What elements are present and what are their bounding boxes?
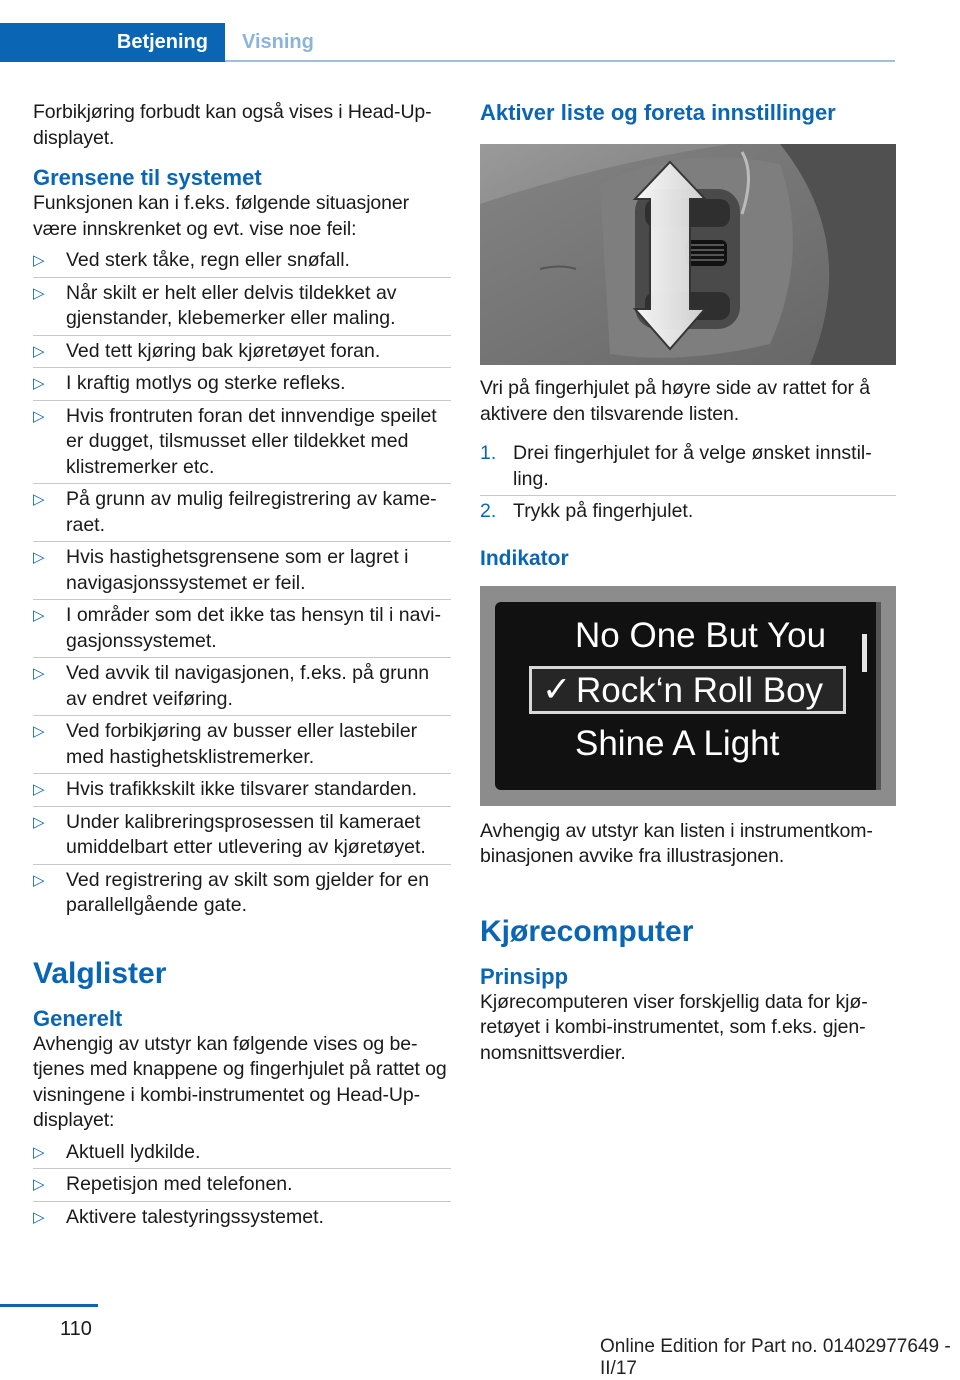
indicator-display-image xyxy=(480,586,896,806)
indicator-heading: Indikator xyxy=(480,546,569,570)
list-item: ▷ Ved sterk tåke, regn eller snøfall. xyxy=(33,245,451,277)
scrollbar-thumb xyxy=(862,634,867,672)
list-item: ▷ Ved tett kjøring bak kjøretøyet foran. xyxy=(33,335,451,368)
principle-heading: Prinsipp xyxy=(480,963,569,989)
display-row-1: No One But You xyxy=(575,615,827,655)
header-rule xyxy=(225,60,895,62)
list-item: ▷ Under kalibreringsprosessen til kameraet umiddelbart etter utlevering av kjøretøyet. xyxy=(33,806,451,864)
general-heading: Generelt xyxy=(33,1005,123,1031)
tab-visning[interactable]: Visning xyxy=(242,31,314,53)
triangle-bullet-icon: ▷ xyxy=(33,1208,45,1226)
activate-heading: Aktiver liste og foreta innstillinger xyxy=(480,100,836,125)
list-item: ▷ Ved forbikjøring av busser eller lastebiler med hastighetsklistremerker. xyxy=(33,715,451,773)
header-tabs xyxy=(0,23,314,62)
list-item: 1. Drei fingerhjulet for å velge ønsket innstil-ling. xyxy=(480,442,872,490)
section-title-valglister: Valglister xyxy=(33,956,167,990)
list-item: ▷ Ved registrering av skilt som gjelder for en parallellgående gate. xyxy=(33,864,451,922)
triangle-bullet-icon: ▷ xyxy=(33,1143,45,1161)
list-item: ▷ Ved avvik til navigasjonen, f.eks. på grunn av endret veiføring. xyxy=(33,657,451,715)
triangle-bullet-icon: ▷ xyxy=(33,871,45,889)
footer-rule xyxy=(0,1304,98,1307)
general-text: Avhengig av utstyr kan følgende vises og be-tjenes med knappene og fingerhjulet på rattet og visningene i kombi-instrumentet og Head-Up-displayet: xyxy=(33,1032,447,1131)
steering-wheel-image xyxy=(480,144,896,365)
list-item: ▷ Aktivere talestyringssystemet. xyxy=(33,1201,451,1234)
wheel-caption: Vri på fingerhjulet på høyre side av rattet for å aktivere den tilsvarende listen. xyxy=(480,377,870,425)
check-icon: ✓ xyxy=(542,669,572,709)
intro-text: Forbikjøring forbudt kan også vises i Head-Up-displayet. xyxy=(33,101,432,149)
triangle-bullet-icon: ▷ xyxy=(33,342,45,360)
triangle-bullet-icon: ▷ xyxy=(33,252,45,269)
triangle-bullet-icon: ▷ xyxy=(33,723,45,740)
online-edition-label: Online Edition for Part no. 01402977649 - II/17 xyxy=(600,1336,951,1379)
list-item: ▷ I områder som det ikke tas hensyn til i navi-gasjonssystemet. xyxy=(33,599,451,657)
list-item: ▷ I kraftig motlys og sterke refleks. xyxy=(33,367,451,400)
display-selected-row xyxy=(529,666,846,714)
principle-text: Kjørecomputeren viser forskjellig data for kjø-retøyet i kombi-instrumentet, som f.eks. gjen-nomsnittsverdier. xyxy=(480,990,868,1064)
list-item: ▷ Hvis frontruten foran det innvendige speilet er dugget, tilsmusset eller tildekket med klistremerker etc. xyxy=(33,400,451,484)
section-title-kjorecomputer: Kjørecomputer xyxy=(480,914,694,948)
triangle-bullet-icon: ▷ xyxy=(33,491,45,508)
limits-heading: Grensene til systemet xyxy=(33,165,262,190)
triangle-bullet-icon: ▷ xyxy=(33,1176,45,1193)
list-item: ▷ Repetisjon med telefonen. xyxy=(33,1168,451,1201)
list-item: ▷ Hvis trafikkskilt ikke tilsvarer standarden. xyxy=(33,773,451,806)
list-item: ▷ Aktuell lydkilde. xyxy=(33,1137,451,1169)
tab-betjening[interactable]: Betjening xyxy=(0,23,225,62)
triangle-bullet-icon: ▷ xyxy=(33,284,45,302)
list-item: ▷ Når skilt er helt eller delvis tildekket av gjenstander, klebemerker eller maling. xyxy=(33,277,451,335)
display-row-3: Shine A Light xyxy=(575,723,780,763)
triangle-bullet-icon: ▷ xyxy=(33,375,45,392)
scrollbar-track xyxy=(876,602,881,790)
triangle-bullet-icon: ▷ xyxy=(33,407,45,425)
triangle-bullet-icon: ▷ xyxy=(33,607,45,624)
display-row-2: Rock‘n Roll Boy xyxy=(576,670,824,710)
general-list xyxy=(33,1137,451,1234)
right-column xyxy=(480,100,896,1066)
steps-list xyxy=(480,438,896,528)
triangle-bullet-icon: ▷ xyxy=(33,549,45,566)
limits-text: Funksjonen kan i f.eks. følgende situasjoner være innskrenket og evt. vise noe feil: xyxy=(33,192,410,240)
limits-list xyxy=(33,245,451,922)
list-item: 2. Trykk på fingerhjulet. xyxy=(480,495,896,528)
page-number: 110 xyxy=(60,1318,92,1340)
left-column xyxy=(33,100,451,1233)
display-caption: Avhengig av utstyr kan listen i instrumentkom-binasjonen avvike fra illustrasjonen. xyxy=(480,819,873,867)
steering-wheel-illustration xyxy=(480,144,896,365)
list-item: ▷ Hvis hastighetsgrensene som er lagret i navigasjonssystemet er feil. xyxy=(33,541,451,599)
display-screen xyxy=(495,602,881,790)
triangle-bullet-icon: ▷ xyxy=(33,665,45,682)
triangle-bullet-icon: ▷ xyxy=(33,781,45,798)
list-item: ▷ På grunn av mulig feilregistrering av kame-raet. xyxy=(33,483,451,541)
triangle-bullet-icon: ▷ xyxy=(33,813,45,831)
